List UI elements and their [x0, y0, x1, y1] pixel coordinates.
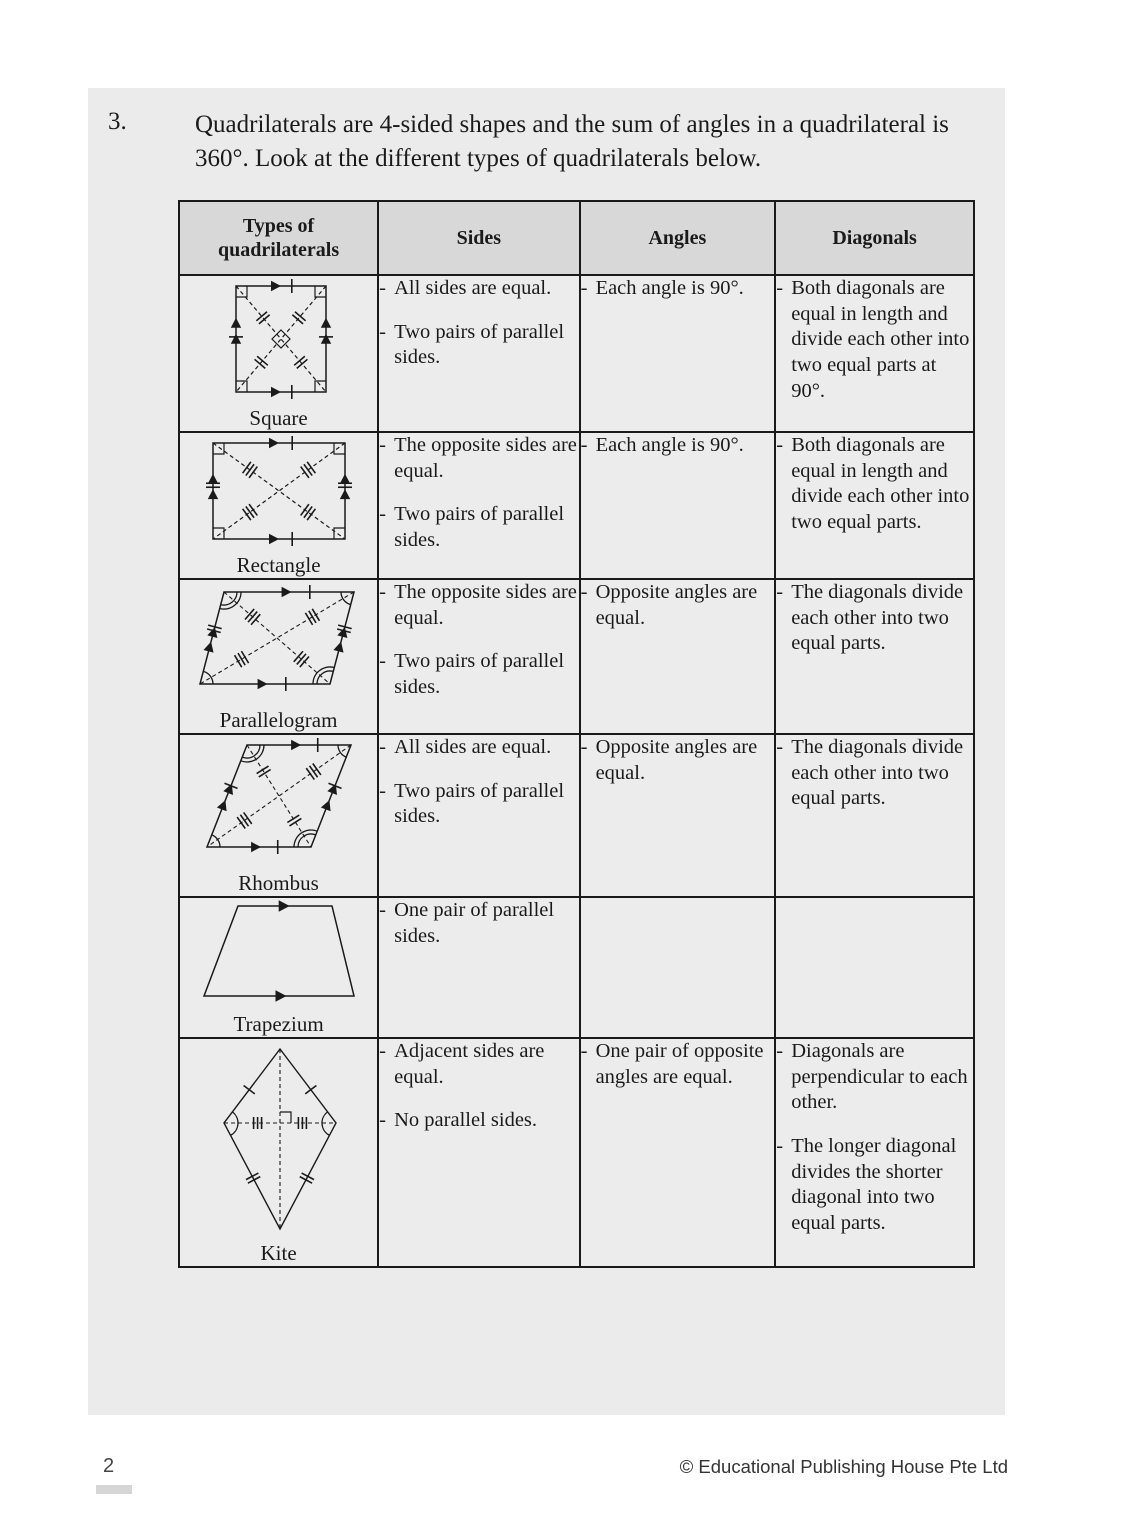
diagonals-bullet	[776, 1039, 973, 1116]
bullet-dash: -	[776, 1040, 784, 1062]
sides-cell	[378, 579, 579, 734]
table-header	[179, 201, 974, 275]
bullet-dash: -	[379, 899, 386, 921]
sides-bullet	[379, 502, 578, 553]
diagonals-bullet	[776, 1134, 973, 1237]
angles-bullet	[581, 735, 775, 786]
table-row	[179, 1038, 974, 1267]
header-row	[179, 201, 974, 275]
sides-bullet	[379, 1039, 578, 1090]
bullet-dash: -	[580, 581, 588, 603]
bullet-dash: -	[580, 736, 588, 758]
bullet-text: Each angle is 90°.	[595, 434, 744, 456]
table-row	[179, 897, 974, 1038]
sides-bullet	[379, 898, 578, 949]
bullet-dash: -	[379, 1109, 386, 1132]
bullet-text: The opposite sides are equal.	[394, 581, 577, 629]
shape-cell-rectangle	[179, 432, 378, 579]
diagonals-bullet	[776, 433, 973, 536]
rhombus-diagram	[180, 735, 377, 869]
bullet-text: Two pairs of parallel sides.	[394, 320, 565, 369]
bullet-text: The longer diagonal divides the shorter diagonal into two equal parts.	[791, 1134, 957, 1234]
angles-cell	[580, 897, 776, 1038]
angles-bullet	[581, 1039, 775, 1090]
sides-bullet	[379, 779, 578, 830]
scanned-page-area	[88, 88, 1005, 1415]
angles-cell	[580, 1038, 776, 1267]
angles-cell	[580, 275, 776, 432]
angles-cell	[580, 734, 776, 897]
bullet-text: Two pairs of parallel sides.	[394, 503, 565, 551]
parallelogram-diagram	[180, 580, 377, 706]
bullet-dash: -	[580, 277, 588, 299]
diagonals-cell	[775, 897, 974, 1038]
sides-cell	[378, 734, 579, 897]
bullet-text: Each angle is 90°.	[595, 277, 744, 299]
angles-bullet	[581, 276, 775, 302]
bullet-text: No parallel sides.	[394, 1109, 538, 1132]
shape-cell-trapezium	[179, 897, 378, 1038]
bullet-dash: -	[776, 1134, 784, 1157]
shape-cell-kite	[179, 1038, 378, 1267]
bullet-dash: -	[379, 1040, 386, 1062]
diagonals-cell	[775, 734, 974, 897]
bullet-dash: -	[379, 277, 386, 299]
shape-label: Kite	[260, 1241, 297, 1265]
angles-bullet	[581, 580, 775, 631]
bullet-dash: -	[379, 320, 386, 343]
bullet-text: One pair of opposite angles are equal.	[595, 1040, 764, 1088]
bullet-text: All sides are equal.	[394, 736, 552, 758]
copyright-notice: © Educational Publishing House Pte Ltd	[679, 1456, 1008, 1477]
shape-cell-rhombus	[179, 734, 378, 897]
bullet-dash: -	[776, 581, 784, 603]
bullet-text: One pair of parallel sides.	[394, 899, 555, 947]
diagonals-cell	[775, 275, 974, 432]
diagonals-cell	[775, 432, 974, 579]
column-header-angles: Angles	[580, 201, 776, 275]
kite-diagram	[180, 1039, 377, 1239]
sides-bullet	[379, 433, 578, 484]
page-number: 2	[103, 1455, 115, 1477]
rectangle-diagram	[180, 433, 377, 551]
shape-cell-parallelogram	[179, 579, 378, 734]
header-line-2: quadrilaterals	[218, 239, 340, 261]
table-row	[179, 275, 974, 432]
table-body	[179, 275, 974, 1267]
column-header-sides: Sides	[378, 201, 579, 275]
question-text: Quadrilaterals are 4-sided shapes and the sum of angles in a quadrilateral is 360°. Look at the different types of quadrilaterals below.	[195, 111, 949, 172]
diagonals-cell	[775, 579, 974, 734]
header-line-1: Types of	[242, 215, 315, 237]
trapezium-diagram	[180, 898, 377, 1010]
angles-bullet	[581, 433, 775, 459]
angles-cell	[580, 432, 776, 579]
angles-cell	[580, 579, 776, 734]
bullet-text: All sides are equal.	[394, 277, 552, 299]
bullet-dash: -	[379, 779, 386, 802]
sides-cell	[378, 897, 579, 1038]
bullet-dash: -	[776, 434, 784, 456]
bullet-dash: -	[776, 736, 784, 758]
sides-bullet	[379, 320, 578, 371]
bullet-text: Two pairs of parallel sides.	[394, 779, 565, 828]
bullet-text: Opposite angles are equal.	[595, 736, 758, 784]
bullet-text: Opposite angles are equal.	[595, 581, 758, 629]
sides-cell	[378, 1038, 579, 1267]
bullet-text: The diagonals divide each other into two equal parts.	[791, 736, 964, 810]
bullet-dash: -	[580, 434, 588, 456]
square-diagram	[180, 276, 377, 404]
bullet-text: Diagonals are perpendicular to each other.	[791, 1040, 968, 1114]
bullet-dash: -	[379, 581, 386, 603]
bullet-dash: -	[379, 434, 386, 456]
bullet-text: Adjacent sides are equal.	[394, 1040, 545, 1088]
shape-label: Parallelogram	[219, 708, 338, 732]
shape-cell-square	[179, 275, 378, 432]
diagonals-cell	[775, 1038, 974, 1267]
sides-bullet	[379, 580, 578, 631]
bullet-dash: -	[379, 503, 386, 526]
sides-bullet	[379, 735, 578, 761]
table-row	[179, 432, 974, 579]
question-number: 3.	[108, 108, 127, 135]
page-footer	[0, 1455, 1122, 1515]
sides-bullet	[379, 649, 578, 700]
column-header-diagonals: Diagonals	[775, 201, 974, 275]
bullet-text: Two pairs of parallel sides.	[394, 650, 565, 698]
bullet-dash: -	[379, 650, 386, 673]
bullet-dash: -	[580, 1040, 588, 1062]
sides-cell	[378, 275, 579, 432]
bullet-text: The opposite sides are equal.	[394, 434, 577, 482]
quadrilaterals-table	[178, 200, 975, 1268]
diagonals-bullet	[776, 735, 973, 812]
bullet-dash: -	[776, 277, 784, 299]
bullet-text: Both diagonals are equal in length and divide each other into two equal parts at 90°.	[791, 277, 970, 402]
shape-label: Rhombus	[238, 871, 319, 895]
shape-label: Trapezium	[233, 1012, 324, 1036]
table-row	[179, 734, 974, 897]
diagonals-bullet	[776, 580, 973, 657]
shape-label: Rectangle	[236, 553, 321, 577]
table-row	[179, 579, 974, 734]
sides-cell	[378, 432, 579, 579]
sides-bullet	[379, 276, 578, 302]
page-number-marker	[96, 1485, 132, 1494]
shape-label: Square	[249, 406, 308, 430]
diagonals-bullet	[776, 276, 973, 404]
bullet-text: The diagonals divide each other into two equal parts.	[791, 581, 964, 655]
column-header-types	[179, 201, 378, 275]
bullet-text: Both diagonals are equal in length and divide each other into two equal parts.	[791, 434, 970, 533]
bullet-dash: -	[379, 736, 386, 758]
sides-bullet	[379, 1108, 578, 1134]
